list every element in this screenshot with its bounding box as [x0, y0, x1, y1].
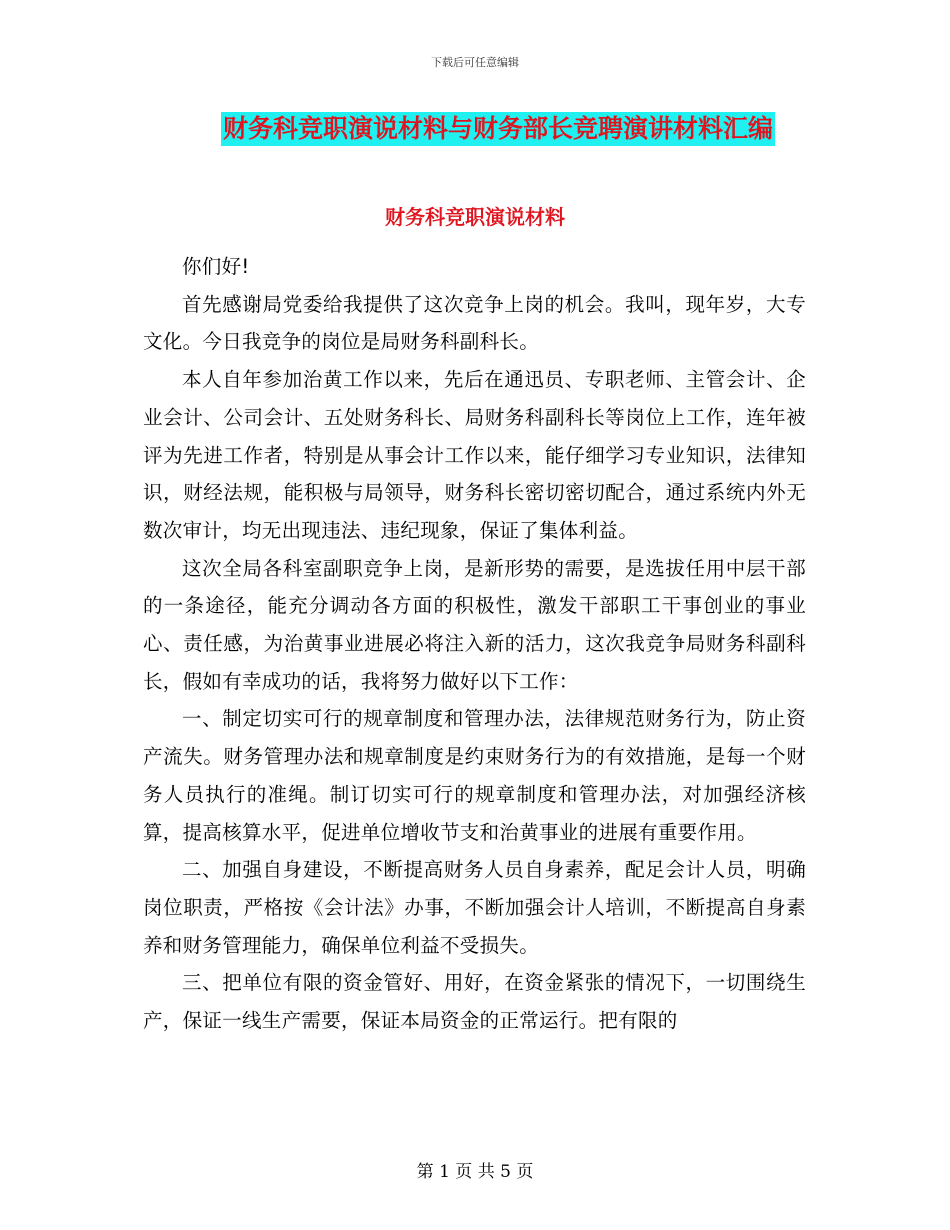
paragraph: 三、把单位有限的资金管好、用好，在资金紧张的情况下，一切围绕生产，保证一线生产需要，保证本局资金的正常运行。把有限的: [143, 971, 806, 1033]
paragraph: 本人自年参加治黄工作以来，先后在通迅员、专职老师、主管会计、企业会计、公司会计、五处财务科长、局财务科副科长等岗位上工作，连年被评为先进工作者，特别是从事会计工作以来，能仔细学习专业知识，法律知识，财经法规，能积极与局领导，财务科长密切密切配合，通过系统内外无数次审计，均无出现违法、违纪现象，保证了集体利益。: [143, 368, 806, 542]
header-note: 下载后可任意编辑: [431, 56, 519, 69]
page-number-footer: 第 1 页 共 5 页: [416, 1162, 534, 1182]
section-title: 财务科竞职演说材料: [385, 205, 565, 229]
paragraph: 二、加强自身建设，不断提高财务人员自身素养，配足会计人员，明确岗位职责，严格按《会计法》办事，不断加强会计人培训，不断提高自身素养和财务管理能力，确保单位利益不受损失。: [143, 858, 806, 957]
paragraph: 这次全局各科室副职竞争上岗，是新形势的需要，是选拔任用中层干部的一条途径，能充分调动各方面的积极性，激发干部职工干事创业的事业心、责任感，为治黄事业进展必将注入新的活力，这次我竞争局财务科副科长，假如有幸成功的话，我将努力做好以下工作：: [143, 556, 806, 693]
document-title-container: [0, 112, 950, 146]
paragraph: 一、制定切实可行的规章制度和管理办法，法律规范财务行为，防止资产流失。财务管理办法和规章制度是约束财务行为的有效措施，是每一个财务人员执行的准绳。制订切实可行的规章制度和管理办法，对加强经济核算，提高核算水平，促进单位增收节支和治黄事业的进展有重要作用。: [143, 707, 806, 844]
paragraph-greeting: 你们好!: [182, 255, 250, 278]
paragraph: 首先感谢局党委给我提供了这次竞争上岗的机会。我叫，现年岁，大专文化。今日我竞争的岗位是局财务科副科长。: [143, 292, 806, 354]
document-title: 财务科竞职演说材料与财务部长竞聘演讲材料汇编: [221, 112, 775, 146]
body-text: [143, 248, 806, 1040]
